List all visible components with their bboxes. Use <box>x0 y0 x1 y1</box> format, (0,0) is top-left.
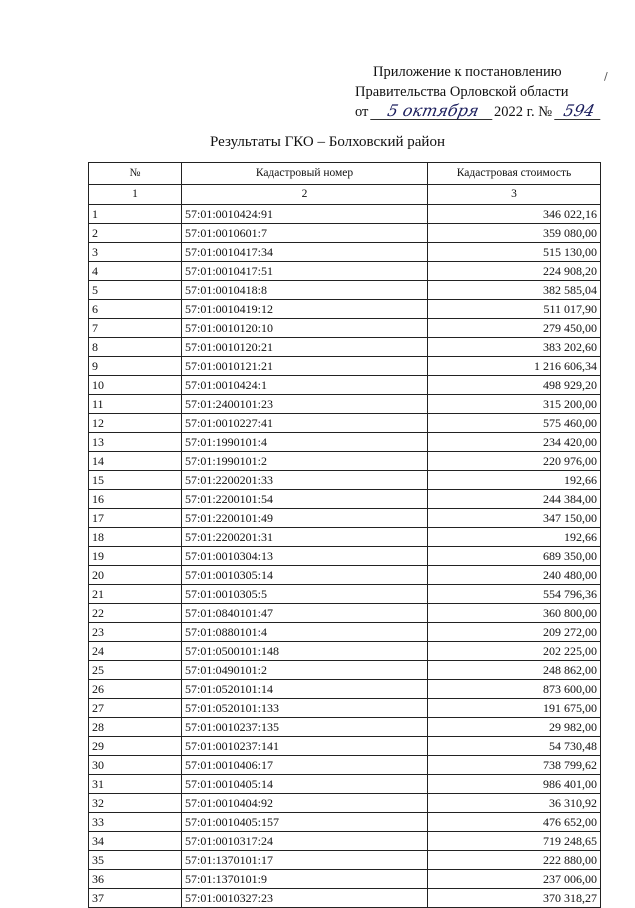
cadastral-value: 29 982,00 <box>428 718 601 737</box>
cadastral-number: 57:01:0520101:133 <box>182 699 428 718</box>
row-number: 23 <box>89 623 182 642</box>
row-number: 27 <box>89 699 182 718</box>
row-number: 34 <box>89 832 182 851</box>
row-number: 26 <box>89 680 182 699</box>
cadastral-number: 57:01:0010120:10 <box>182 319 428 338</box>
cadastral-number: 57:01:0010419:12 <box>182 300 428 319</box>
cadastral-number: 57:01:2200101:49 <box>182 509 428 528</box>
row-number: 17 <box>89 509 182 528</box>
cadastral-value: 237 006,00 <box>428 870 601 889</box>
cadastral-value: 498 929,20 <box>428 376 601 395</box>
cadastral-number: 57:01:2400101:23 <box>182 395 428 414</box>
cadastral-value: 359 080,00 <box>428 224 601 243</box>
table-row <box>89 832 601 851</box>
row-number: 28 <box>89 718 182 737</box>
cadastral-number: 57:01:0010417:34 <box>182 243 428 262</box>
table-row <box>89 566 601 585</box>
cadastral-table <box>88 162 601 908</box>
row-number: 35 <box>89 851 182 870</box>
table-row <box>89 699 601 718</box>
cadastral-number: 57:01:0010327:23 <box>182 889 428 908</box>
table-row <box>89 376 601 395</box>
cadastral-number: 57:01:0010424:1 <box>182 376 428 395</box>
table-row <box>89 870 601 889</box>
row-number: 6 <box>89 300 182 319</box>
table-row <box>89 471 601 490</box>
row-number: 22 <box>89 604 182 623</box>
table-body <box>89 205 601 908</box>
column-header-cadastral-value: Кадастровая стоимость <box>428 163 601 185</box>
row-number: 7 <box>89 319 182 338</box>
row-number: 9 <box>89 357 182 376</box>
table-row <box>89 756 601 775</box>
cadastral-number: 57:01:0010237:141 <box>182 737 428 756</box>
cadastral-value: 191 675,00 <box>428 699 601 718</box>
table-row <box>89 775 601 794</box>
cadastral-value: 192,66 <box>428 528 601 547</box>
cadastral-value: 244 384,00 <box>428 490 601 509</box>
table-row <box>89 547 601 566</box>
from-label: от <box>355 104 369 120</box>
row-number: 37 <box>89 889 182 908</box>
cadastral-number: 57:01:1370101:17 <box>182 851 428 870</box>
cadastral-value: 346 022,16 <box>428 205 601 224</box>
cadastral-value: 873 600,00 <box>428 680 601 699</box>
row-number: 21 <box>89 585 182 604</box>
cadastral-value: 719 248,65 <box>428 832 601 851</box>
header-line-2: Правительства Орловской области <box>355 84 569 100</box>
table-row <box>89 509 601 528</box>
cadastral-value: 382 585,04 <box>428 281 601 300</box>
cadastral-number: 57:01:0010121:21 <box>182 357 428 376</box>
table-row <box>89 433 601 452</box>
cadastral-value: 689 350,00 <box>428 547 601 566</box>
cadastral-number: 57:01:0500101:148 <box>182 642 428 661</box>
cadastral-number: 57:01:0010404:92 <box>182 794 428 813</box>
cadastral-number: 57:01:0520101:14 <box>182 680 428 699</box>
row-number: 11 <box>89 395 182 414</box>
cadastral-value: 575 460,00 <box>428 414 601 433</box>
cadastral-number: 57:01:0010417:51 <box>182 262 428 281</box>
header-line-1: Приложение к постановлению <box>373 64 562 80</box>
row-number: 2 <box>89 224 182 243</box>
row-number: 15 <box>89 471 182 490</box>
row-number: 3 <box>89 243 182 262</box>
cadastral-number: 57:01:0010405:157 <box>182 813 428 832</box>
cadastral-number: 57:01:0010304:13 <box>182 547 428 566</box>
scan-edge-mark: / <box>604 70 608 83</box>
table-row <box>89 300 601 319</box>
cadastral-value: 554 796,36 <box>428 585 601 604</box>
table-row <box>89 414 601 433</box>
table-row <box>89 604 601 623</box>
header-block <box>355 62 605 122</box>
cadastral-value: 192,66 <box>428 471 601 490</box>
row-number: 20 <box>89 566 182 585</box>
table-row <box>89 813 601 832</box>
column-number-2: 2 <box>182 185 428 205</box>
cadastral-number: 57:01:0010601:7 <box>182 224 428 243</box>
row-number: 30 <box>89 756 182 775</box>
row-number: 18 <box>89 528 182 547</box>
cadastral-number: 57:01:0010405:14 <box>182 775 428 794</box>
cadastral-value: 279 450,00 <box>428 319 601 338</box>
cadastral-value: 54 730,48 <box>428 737 601 756</box>
row-number: 33 <box>89 813 182 832</box>
column-header-number: № <box>89 163 182 185</box>
row-number: 12 <box>89 414 182 433</box>
cadastral-value: 383 202,60 <box>428 338 601 357</box>
row-number: 5 <box>89 281 182 300</box>
column-header-cadastral-number: Кадастровый номер <box>182 163 428 185</box>
table-row <box>89 851 601 870</box>
cadastral-value: 234 420,00 <box>428 433 601 452</box>
cadastral-value: 220 976,00 <box>428 452 601 471</box>
row-number: 32 <box>89 794 182 813</box>
cadastral-number: 57:01:1990101:2 <box>182 452 428 471</box>
cadastral-number: 57:01:0880101:4 <box>182 623 428 642</box>
row-number: 16 <box>89 490 182 509</box>
handwritten-number: 594 <box>554 103 604 120</box>
cadastral-number: 57:01:2200101:54 <box>182 490 428 509</box>
row-number: 14 <box>89 452 182 471</box>
header-line-3 <box>355 102 605 122</box>
handwritten-date: 5 октября <box>370 103 496 120</box>
column-number-3: 3 <box>428 185 601 205</box>
table-header-row <box>89 163 601 185</box>
table-row <box>89 452 601 471</box>
cadastral-number: 57:01:0490101:2 <box>182 661 428 680</box>
row-number: 1 <box>89 205 182 224</box>
cadastral-value: 315 200,00 <box>428 395 601 414</box>
table-row <box>89 357 601 376</box>
cadastral-value: 240 480,00 <box>428 566 601 585</box>
row-number: 10 <box>89 376 182 395</box>
table-row <box>89 281 601 300</box>
table-row <box>89 224 601 243</box>
cadastral-value: 360 800,00 <box>428 604 601 623</box>
cadastral-value: 1 216 606,34 <box>428 357 601 376</box>
row-number: 31 <box>89 775 182 794</box>
cadastral-number: 57:01:0010305:14 <box>182 566 428 585</box>
cadastral-value: 738 799,62 <box>428 756 601 775</box>
cadastral-number: 57:01:0010424:91 <box>182 205 428 224</box>
table-row <box>89 262 601 281</box>
row-number: 8 <box>89 338 182 357</box>
cadastral-value: 370 318,27 <box>428 889 601 908</box>
cadastral-value: 248 862,00 <box>428 661 601 680</box>
cadastral-value: 476 652,00 <box>428 813 601 832</box>
cadastral-number: 57:01:0010120:21 <box>182 338 428 357</box>
table-row <box>89 205 601 224</box>
table-row <box>89 528 601 547</box>
row-number: 24 <box>89 642 182 661</box>
table-row <box>89 623 601 642</box>
cadastral-value: 36 310,92 <box>428 794 601 813</box>
table-row <box>89 737 601 756</box>
table-row <box>89 319 601 338</box>
table-row <box>89 585 601 604</box>
cadastral-number: 57:01:0840101:47 <box>182 604 428 623</box>
cadastral-value: 224 908,20 <box>428 262 601 281</box>
table-row <box>89 642 601 661</box>
cadastral-number: 57:01:0010227:41 <box>182 414 428 433</box>
table-row <box>89 680 601 699</box>
cadastral-number: 57:01:2200201:33 <box>182 471 428 490</box>
cadastral-number: 57:01:1990101:4 <box>182 433 428 452</box>
column-number-1: 1 <box>89 185 182 205</box>
cadastral-number: 57:01:1370101:9 <box>182 870 428 889</box>
cadastral-value: 202 225,00 <box>428 642 601 661</box>
cadastral-number: 57:01:0010317:24 <box>182 832 428 851</box>
table-row <box>89 661 601 680</box>
row-number: 29 <box>89 737 182 756</box>
cadastral-value: 347 150,00 <box>428 509 601 528</box>
table-column-numbers-row <box>89 185 601 205</box>
cadastral-value: 986 401,00 <box>428 775 601 794</box>
year-label: 2022 г. № <box>494 104 553 120</box>
cadastral-value: 511 017,90 <box>428 300 601 319</box>
cadastral-number: 57:01:2200201:31 <box>182 528 428 547</box>
row-number: 36 <box>89 870 182 889</box>
table-row <box>89 243 601 262</box>
document-title: Результаты ГКО – Болховский район <box>209 134 445 150</box>
cadastral-number: 57:01:0010305:5 <box>182 585 428 604</box>
cadastral-number: 57:01:0010237:135 <box>182 718 428 737</box>
table-row <box>89 395 601 414</box>
row-number: 19 <box>89 547 182 566</box>
cadastral-number: 57:01:0010406:17 <box>182 756 428 775</box>
table-row <box>89 490 601 509</box>
table-row <box>89 718 601 737</box>
row-number: 25 <box>89 661 182 680</box>
cadastral-value: 222 880,00 <box>428 851 601 870</box>
table-row <box>89 338 601 357</box>
cadastral-value: 209 272,00 <box>428 623 601 642</box>
cadastral-value: 515 130,00 <box>428 243 601 262</box>
row-number: 4 <box>89 262 182 281</box>
cadastral-number: 57:01:0010418:8 <box>182 281 428 300</box>
table-row <box>89 794 601 813</box>
row-number: 13 <box>89 433 182 452</box>
